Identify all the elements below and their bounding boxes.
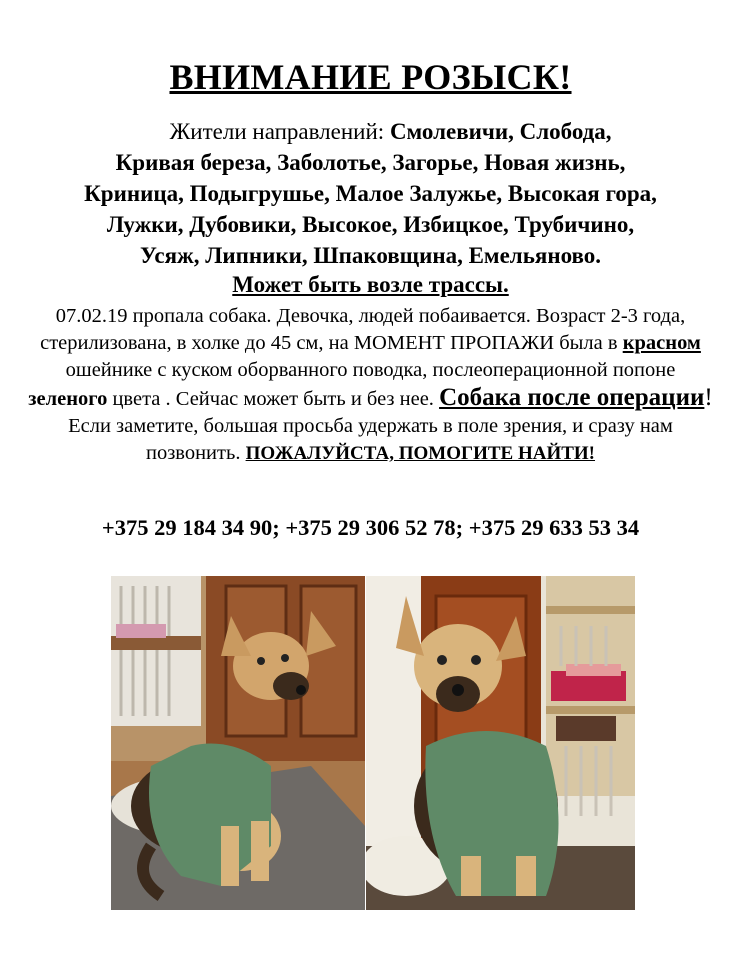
dog-photo-right — [366, 576, 635, 910]
villages-line-3: Криница, Подыгрушье, Малое Залужье, Высокая гора, — [84, 181, 657, 206]
exclamation-mark: ! — [704, 384, 713, 411]
villages-paragraph — [30, 116, 711, 271]
poster-title: ВНИМАНИЕ РОЗЫСК! — [169, 57, 572, 97]
near-road-note: Может быть возле трассы. — [232, 272, 509, 297]
villages-line-2: Кривая береза, Заболотье, Загорье, Новая жизнь, — [115, 150, 626, 175]
description-part-2: ошейнике с куском оборванного поводка, послеоперационной попоне — [65, 359, 676, 381]
villages-line-5: Усяж, Липники, Шпаковщина, Емельяново. — [139, 243, 602, 268]
villages-line-4: Лужки, Дубовики, Высокое, Избицкое, Трубичино, — [106, 212, 635, 237]
after-surgery-note: Собака после операции — [439, 384, 705, 411]
villages-intro: Жители направлений: — [169, 119, 390, 144]
dog-photo-right-image — [366, 576, 635, 910]
coat-color-green: зеленого — [28, 388, 108, 410]
description-part-3: цвета . Сейчас может быть и без нее. — [107, 388, 440, 410]
description-part-4: Если заметите, большая просьба удержать в поле зрения, и сразу нам позвонить. — [68, 415, 673, 464]
description-paragraph — [28, 303, 713, 467]
collar-color-red: красном — [622, 332, 701, 354]
dog-photo-left — [111, 576, 365, 910]
dog-photo-left-image — [111, 576, 365, 910]
help-find-plea: ПОЖАЛУЙСТА, ПОМОГИТЕ НАЙТИ! — [245, 443, 596, 464]
description-part-1: 07.02.19 пропала собака. Девочка, людей побаивается. Возраст 2-3 года, стерилизована, в холке до 45 см, на МОМЕНТ ПРОПАЖИ была в — [40, 305, 686, 354]
villages-line-1: Смолевичи, Слобода, — [389, 119, 612, 144]
phone-numbers: +375 29 184 34 90; +375 29 306 52 78; +375 29 633 53 34 — [101, 515, 640, 540]
